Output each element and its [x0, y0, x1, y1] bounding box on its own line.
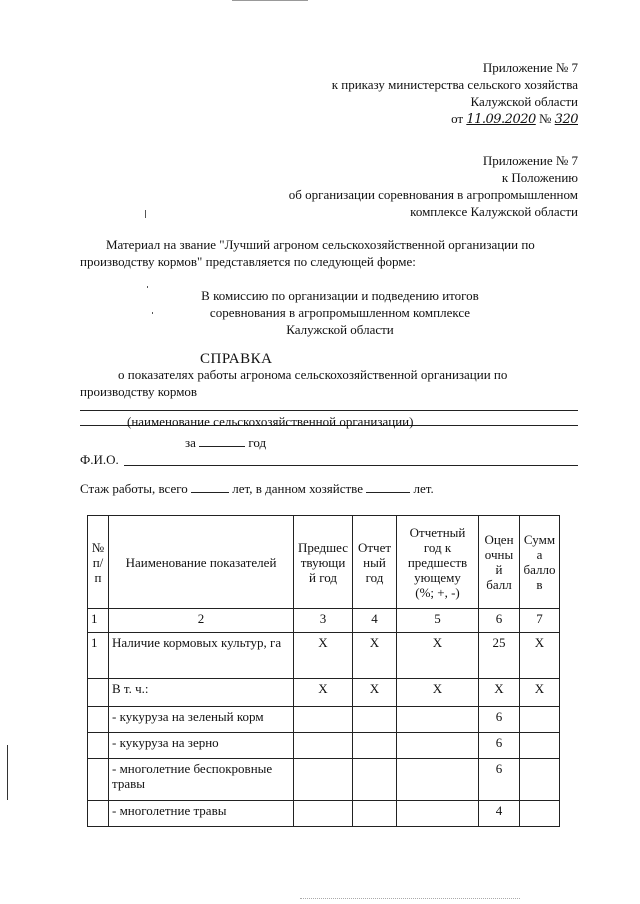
indicators-table	[87, 515, 560, 827]
row-sum[interactable]	[520, 759, 560, 801]
fio-label: Ф.И.О.	[80, 452, 119, 467]
number-cell: 4	[353, 609, 397, 633]
handwritten-date: 11.09.2020	[466, 112, 536, 127]
row-curr[interactable]	[353, 733, 397, 759]
handwritten-number: 320	[554, 112, 578, 127]
intro-line-1: Материал на звание "Лучший агроном сельскохозяйственной организации по	[106, 237, 535, 252]
row-score: 6	[479, 707, 520, 733]
row-prev[interactable]: X	[294, 633, 353, 679]
experience-total-field[interactable]	[191, 481, 229, 493]
header-name: Наименование показателей	[109, 516, 294, 609]
header-curr-year: Отчет ный год	[353, 516, 397, 609]
row-name: В т. ч.:	[109, 679, 294, 707]
row-score: 4	[479, 801, 520, 827]
intro-line-2: производству кормов" представляется по следующей форме:	[80, 254, 416, 269]
appendix-regulation-block	[289, 152, 578, 220]
row-score: 6	[479, 759, 520, 801]
year-line: за год	[185, 435, 267, 450]
row-num	[88, 801, 109, 827]
row-num	[88, 759, 109, 801]
row-num	[88, 679, 109, 707]
form-subtitle-line-2: производству кормов	[80, 384, 198, 399]
appendix-region: Калужской области	[470, 94, 578, 109]
intro-paragraph	[80, 236, 580, 270]
row-curr[interactable]: X	[353, 679, 397, 707]
number-cell: 5	[397, 609, 479, 633]
experience-line: Стаж работы, всего лет, в данном хозяйстве лет.	[80, 481, 434, 496]
appendix2-subject: об организации соревнования в агропромышленном	[288, 187, 578, 202]
header-ratio: Отчетный год к предшеств ующему (%; +, -)	[397, 516, 479, 609]
scan-artifact	[232, 0, 308, 2]
row-score: 25	[479, 633, 520, 679]
number-cell: 6	[479, 609, 520, 633]
scan-speck	[145, 210, 146, 218]
appendix-title: Приложение № 7	[482, 60, 578, 75]
table-row	[88, 679, 560, 707]
row-prev[interactable]	[294, 733, 353, 759]
form-subtitle-line-1: о показателях работы агронома сельскохозяйственной организации по	[118, 367, 508, 382]
scan-speck	[152, 312, 153, 314]
table-row	[88, 733, 560, 759]
row-prev[interactable]: X	[294, 679, 353, 707]
row-sum[interactable]	[520, 733, 560, 759]
scan-margin-mark	[7, 745, 8, 800]
number-cell: 1	[88, 609, 109, 633]
number-cell: 2	[109, 609, 294, 633]
addressee-block	[130, 287, 550, 338]
org-name-caption: (наименование сельскохозяйственной организации)	[127, 414, 414, 429]
number-cell: 7	[520, 609, 560, 633]
row-sum[interactable]: X	[520, 633, 560, 679]
row-curr[interactable]: X	[353, 633, 397, 679]
form-title: СПРАВКА	[200, 351, 273, 367]
row-ratio[interactable]	[397, 801, 479, 827]
addressee-line-3: Калужской области	[286, 322, 394, 337]
form-subtitle	[80, 366, 580, 400]
row-name: Наличие кормовых культур, га	[109, 633, 294, 679]
row-curr[interactable]	[353, 759, 397, 801]
table-number-row	[88, 609, 560, 633]
appendix-order-block	[332, 59, 578, 128]
table-row	[88, 801, 560, 827]
org-name-field[interactable]	[80, 410, 578, 411]
row-ratio[interactable]	[397, 759, 479, 801]
row-prev[interactable]	[294, 801, 353, 827]
header-prev-year: Предшес твующи й год	[294, 516, 353, 609]
appendix2-ref: к Положению	[501, 170, 578, 185]
table-row	[88, 633, 560, 679]
row-name: - кукуруза на зерно	[109, 733, 294, 759]
addressee-line-1: В комиссию по организации и подведению итогов	[201, 288, 479, 303]
row-curr[interactable]	[353, 707, 397, 733]
row-ratio[interactable]	[397, 707, 479, 733]
row-name: - многолетние беспокровные травы	[109, 759, 294, 801]
row-name: - многолетние травы	[109, 801, 294, 827]
table-row	[88, 707, 560, 733]
row-ratio[interactable]: X	[397, 679, 479, 707]
appendix2-title: Приложение № 7	[482, 153, 578, 168]
year-field[interactable]	[199, 435, 245, 447]
row-prev[interactable]	[294, 707, 353, 733]
row-prev[interactable]	[294, 759, 353, 801]
header-score: Оцен очны й балл	[479, 516, 520, 609]
row-sum[interactable]: X	[520, 679, 560, 707]
row-num	[88, 707, 109, 733]
fio-field[interactable]	[124, 465, 578, 466]
row-num: 1	[88, 633, 109, 679]
header-sum: Сумм а балло в	[520, 516, 560, 609]
row-score: X	[479, 679, 520, 707]
scan-artifact	[300, 898, 520, 900]
row-sum[interactable]	[520, 801, 560, 827]
table-row	[88, 759, 560, 801]
appendix-date-line: от 11.09.2020 № 320	[451, 111, 578, 127]
row-ratio[interactable]	[397, 733, 479, 759]
row-num	[88, 733, 109, 759]
row-score: 6	[479, 733, 520, 759]
appendix-order-ref: к приказу министерства сельского хозяйства	[331, 77, 578, 92]
row-curr[interactable]	[353, 801, 397, 827]
experience-farm-field[interactable]	[366, 481, 410, 493]
table-header-row	[88, 516, 560, 609]
header-num: № п/ п	[88, 516, 109, 609]
appendix2-region: комплексе Калужской области	[410, 204, 578, 219]
number-cell: 3	[294, 609, 353, 633]
addressee-line-2: соревнования в агропромышленном комплексе	[209, 305, 471, 320]
row-ratio[interactable]: X	[397, 633, 479, 679]
row-name: - кукуруза на зеленый корм	[109, 707, 294, 733]
row-sum[interactable]	[520, 707, 560, 733]
